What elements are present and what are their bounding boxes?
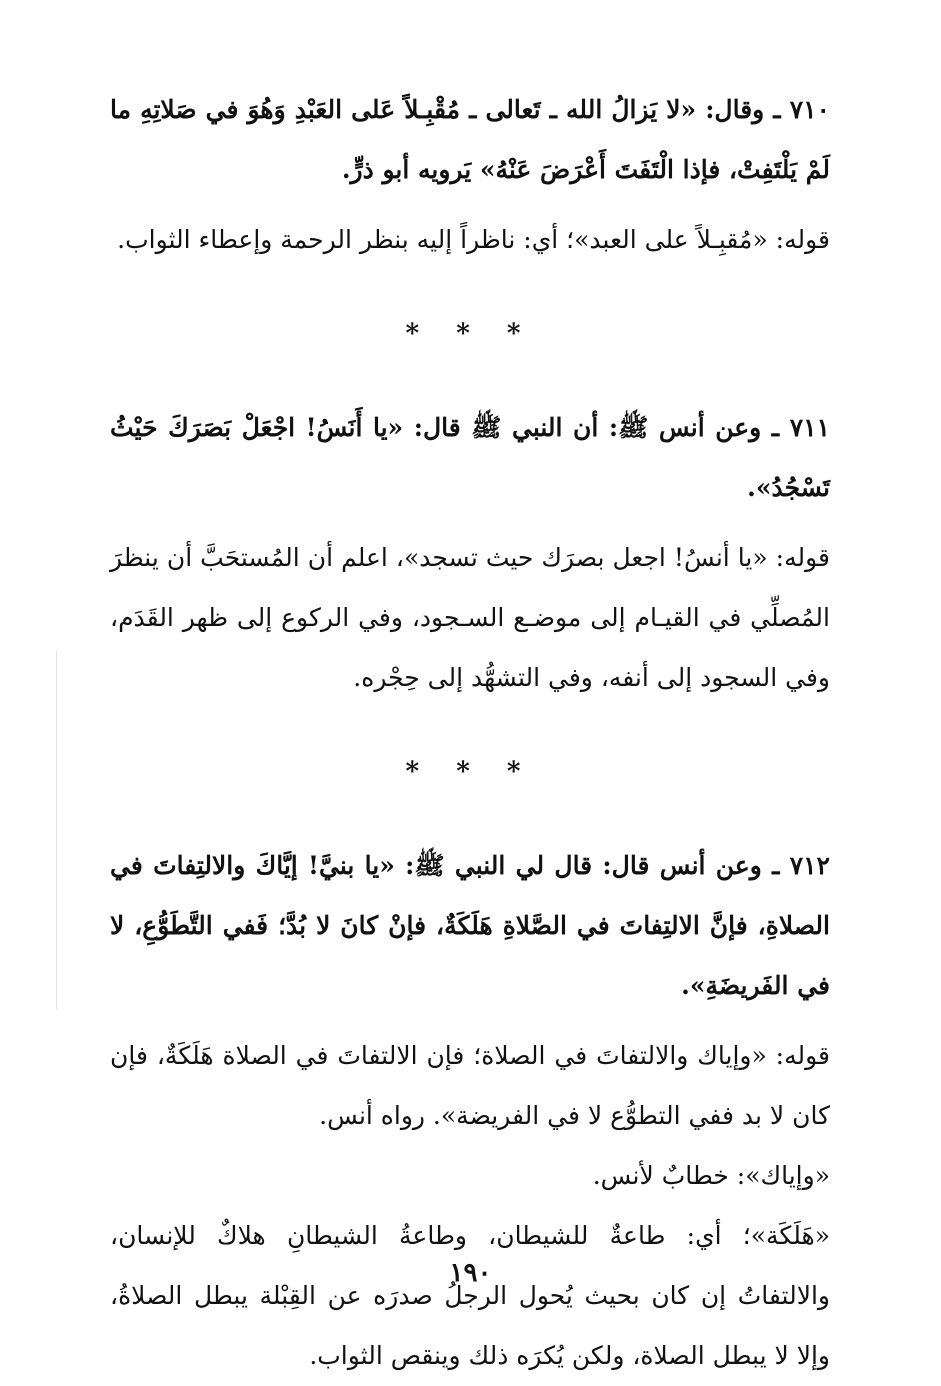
hadith-711-text: ٧١١ ـ وعن أنس ﷺ: أن النبي ﷺ قال: «يا أَنَسُ! اجْعَلْ بَصَرَكَ حَيْثُ تَسْجُدُ». xyxy=(110,413,830,502)
page-body xyxy=(110,80,830,1386)
hadith-712-commentary: قوله: «وإياك والالتفاتَ في الصلاة؛ فإن الالتفاتَ في الصلاة هَلَكَةٌ، فإن كان لا بد ففي التطوُّع لا في الفريضة». رواه أنس. xyxy=(110,1041,830,1130)
page-edge-shadow xyxy=(56,650,57,1010)
section-separator: * * * xyxy=(405,319,535,349)
hadith-712-text: ٧١٢ ـ وعن أنس قال: قال لي النبي ﷺ: «يا بنيَّ! إيَّاكَ والالتِفاتَ في الصلاةِ، فإنَّ الالتِفاتَ في الصَّلاةِ هَلَكَةٌ، فإنْ كانَ لا بُدَّ؛ فَفي التَّطَوُّعِ، لا في الفَريضَةِ». xyxy=(110,851,830,1000)
hadith-712-note-1: «وإياك»: خطابٌ لأنس. xyxy=(592,1161,830,1190)
page-number: ١٩٠ xyxy=(449,1258,492,1288)
hadith-712-note-2: «هَلَكَة»؛ أي: طاعةٌ للشيطان، وطاعةُ الشيطانِ هلاكٌ للإنسان، والالتفاتُ إن كان بحيث يُحول الرجلُ صدرَه عن القِبْلة يبطل الصلاةُ، وإلا لا يبطل الصلاة، ولكن يُكرَه ذلك وينقص الثواب. xyxy=(110,1221,830,1370)
section-separator: * * * xyxy=(405,757,535,787)
hadith-710-text: ٧١٠ ـ وقال: «لا يَزالُ الله ـ تَعالى ـ مُقْبِـلاً عَلى العَبْدِ وَهُوَ في صَلاتِهِ ما لَمْ يَلْتَفِتْ، فإذا الْتَفَتَ أَعْرَضَ عَنْهُ» يَرويه أبو ذرٍّ. xyxy=(110,95,830,184)
hadith-710-commentary: قوله: «مُقبِـلاً على العبد»؛ أي: ناظراً إليه بنظر الرحمة وإعطاء الثواب. xyxy=(117,225,830,254)
hadith-711-commentary: قوله: «يا أنسُ! اجعل بصرَك حيث تسجد»، اعلم أن المُستحَبَّ أن ينظرَ المُصلِّي في القيـام إلى موضـع السـجود، وفي الركوع إلى ظهر القَدَم، وفي السجود إلى أنفه، وفي التشهُّد إلى حِجْره. xyxy=(110,543,830,692)
